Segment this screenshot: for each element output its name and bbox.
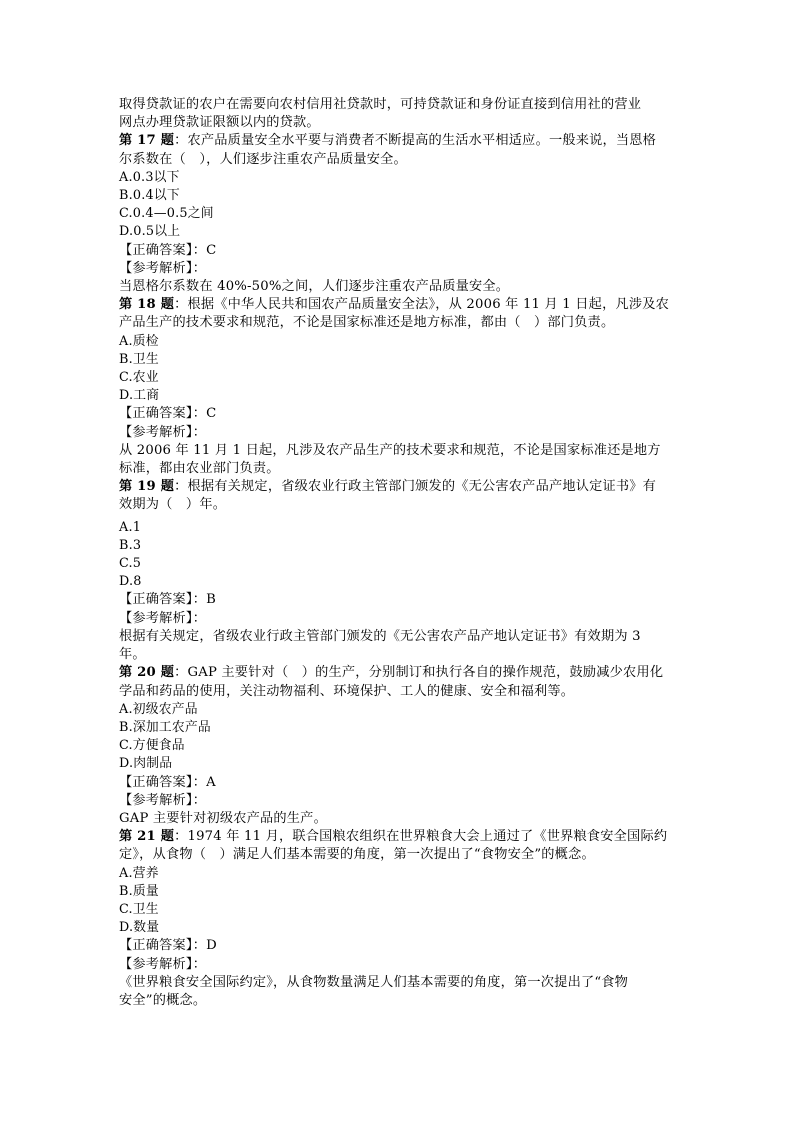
analysis-text: 年。 xyxy=(119,647,146,663)
analysis-text: 安全”的概念。 xyxy=(119,992,207,1008)
option-d: D.工商 xyxy=(119,388,160,404)
option-c: C.卫生 xyxy=(119,901,159,917)
correct-answer: 【正确答案】：C xyxy=(119,242,217,258)
question-number: 第 18 题 xyxy=(119,297,175,313)
analysis-text: 当恩格尔系数在 40%-50%之间，人们逐步注重农产品质量安全。 xyxy=(119,279,510,295)
question-stem: 第 21 题：1974 年 11 月，联合国粮农组织在世界粮食大会上通过了《世界粮食安全国际约 xyxy=(119,829,668,845)
option-a: A.初级农产品 xyxy=(119,701,198,717)
option-d: D.肉制品 xyxy=(119,756,173,772)
question-stem-cont: 效期为（ ）年。 xyxy=(119,497,227,513)
analysis-text: GAP 主要针对初级农产品的生产。 xyxy=(119,810,327,826)
option-a: A.0.3以下 xyxy=(119,169,180,185)
analysis-text: 标准，都由农业部门负责。 xyxy=(119,461,280,477)
analysis-label: 【参考解析】： xyxy=(119,956,207,972)
analysis-label: 【参考解析】： xyxy=(119,260,207,276)
question-stem: 第 20 题：GAP 主要针对（ ）的生产，分别制订和执行各自的操作规范，鼓励减少农用化 xyxy=(119,665,664,681)
correct-answer: 【正确答案】：D xyxy=(119,938,217,954)
option-a: A.营养 xyxy=(119,865,159,881)
question-block xyxy=(119,296,679,478)
option-b: B.卫生 xyxy=(119,351,159,367)
question-stem-cont: 产品生产的技术要求和规范，不论是国家标准还是地方标准，都由（ ）部门负责。 xyxy=(119,315,615,331)
analysis-text: 从 2006 年 11 月 1 日起，凡涉及农产品生产的技术要求和规范，不论是国家标准还是地方 xyxy=(119,442,661,458)
option-c: C.0.4—0.5之间 xyxy=(119,206,214,222)
option-a: A.1 xyxy=(119,519,142,535)
option-b: B.0.4以下 xyxy=(119,188,180,204)
intro-paragraph xyxy=(119,96,679,132)
option-d: D.0.5以上 xyxy=(119,224,181,240)
question-number: 第 19 题 xyxy=(119,479,175,495)
option-d: D.8 xyxy=(119,574,142,590)
question-stem: 第 17 题：农产品质量安全水平要与消费者不断提高的生活水平相适应。一般来说，当恩格 xyxy=(119,133,657,149)
option-c: C.方便食品 xyxy=(119,738,185,754)
analysis-text: 根据有关规定，省级农业行政主管部门颁发的《无公害农产品产地认定证书》有效期为 3 xyxy=(119,628,641,644)
analysis-label: 【参考解析】： xyxy=(119,792,207,808)
correct-answer: 【正确答案】：A xyxy=(119,774,216,790)
option-b: B.深加工农产品 xyxy=(119,719,211,735)
document-page xyxy=(119,96,679,1010)
question-stem-cont: 尔系数在（ ），人们逐步注重农产品质量安全。 xyxy=(119,151,407,167)
intro-line: 取得贷款证的农户在需要向农村信用社贷款时，可持贷款证和身份证直接到信用社的营业 xyxy=(119,97,642,112)
option-a: A.质检 xyxy=(119,333,159,349)
question-stem-cont: 定》，从食物（ ）满足人们基本需要的角度，第一次提出了“食物安全”的概念。 xyxy=(119,847,595,863)
question-stem: 第 18 题：根据《中华人民共和国农产品质量安全法》，从 2006 年 11 月 1 日起，凡涉及农 xyxy=(119,297,670,313)
option-c: C.5 xyxy=(119,556,142,572)
option-b: B.3 xyxy=(119,537,142,553)
question-number: 第 21 题 xyxy=(119,829,175,845)
correct-answer: 【正确答案】：C xyxy=(119,406,217,422)
intro-line: 网点办理贷款证限额以内的贷款。 xyxy=(119,115,320,131)
analysis-label: 【参考解析】： xyxy=(119,424,207,440)
option-c: C.农业 xyxy=(119,370,159,386)
analysis-text: 《世界粮食安全国际约定》，从食物数量满足人们基本需要的角度，第一次提出了“食物 xyxy=(119,974,629,990)
question-block xyxy=(119,132,679,296)
question-stem: 第 19 题：根据有关规定，省级农业行政主管部门颁发的《无公害农产品产地认定证书》有 xyxy=(119,479,657,495)
option-d: D.数量 xyxy=(119,920,160,936)
question-number: 第 17 题 xyxy=(119,133,175,149)
analysis-label: 【参考解析】： xyxy=(119,610,207,626)
question-block xyxy=(119,828,679,1010)
option-b: B.质量 xyxy=(119,883,159,899)
question-block xyxy=(119,478,679,664)
correct-answer: 【正确答案】：B xyxy=(119,592,217,608)
question-number: 第 20 题 xyxy=(119,665,175,681)
question-stem-cont: 学品和药品的使用，关注动物福利、环境保护、工人的健康、安全和福利等。 xyxy=(119,683,575,699)
question-block xyxy=(119,664,679,828)
